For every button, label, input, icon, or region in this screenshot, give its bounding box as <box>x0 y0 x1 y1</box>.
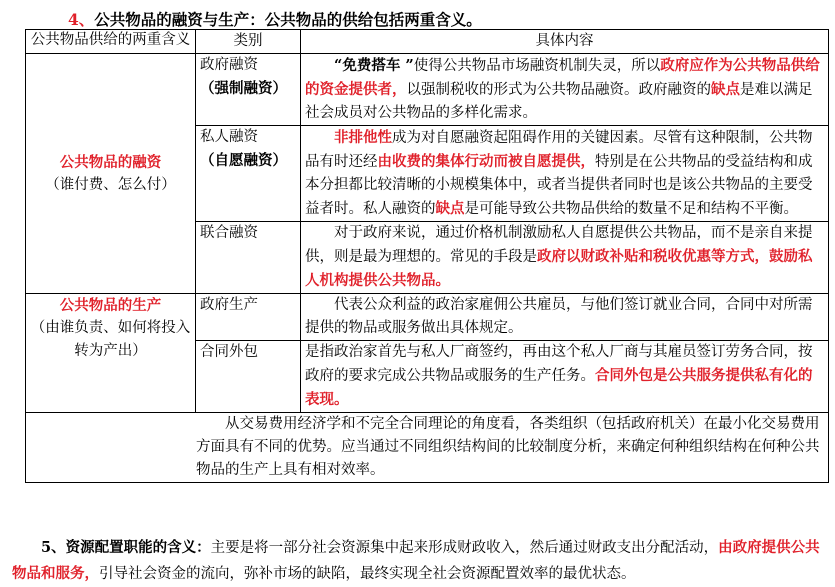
content-cell <box>301 341 829 413</box>
highlight-text: 缺点 <box>711 81 740 98</box>
highlight-text: 非排他性 <box>334 129 392 146</box>
body-text: 是难以满足社会成员对公共物品的多样化需求。 <box>305 82 813 121</box>
production-label: 公共物品的生产 <box>59 297 162 314</box>
body-text: 主要是将一部分社会资源集中起来形成财政收入，然后通过财政支出分配活动， <box>210 540 719 556</box>
content-cell <box>301 126 829 222</box>
production-sublabel: （由谁负责、如何将投入转为产出） <box>30 320 191 359</box>
body-text: 使得公共物品市场融资机制失灵，所以 <box>413 58 661 74</box>
body-text: 特别是在公共物品的受益结构和成本分担都比较清晰的小规模集体中，或者当提供者同时也是该公共物品的主要受益者时。私人融资的 <box>305 154 813 217</box>
category-cell <box>196 341 301 413</box>
section-number: 4、 <box>68 10 95 29</box>
category-cell <box>196 54 301 126</box>
header-category: 类别 <box>196 30 301 54</box>
body-text: 成为对自愿融资起阻碍作用的关键因素。尽管有这种限制，公共物品有时还经 <box>305 130 813 170</box>
content-cell <box>301 54 829 126</box>
body-text: 是可能导致公共物品供给的数量不足和结构不平衡。 <box>464 201 798 217</box>
highlight-text: 政府以财政补贴和税收优惠等方式，鼓励私人机构提供公共物品。 <box>305 248 813 289</box>
highlight-text: 合同外包是公共服务提供私有化的表现。 <box>305 367 813 408</box>
production-cell <box>26 294 196 413</box>
section-heading <box>68 8 482 30</box>
table-header-row <box>26 30 829 54</box>
category-sublabel: （自愿融资） <box>200 152 287 169</box>
header-content: 具体内容 <box>301 30 829 54</box>
body-text: 以强制税收的形式为公共物品融资。政府融资的 <box>406 82 711 98</box>
financing-label: 公共物品的融资 <box>59 153 162 171</box>
body-text: 是指政治家首先与私人厂商签约，再由这个私人厂商与其雇员签订劳务合同，按政府的要求完成公共物品或服务的生产任务。 <box>305 344 813 384</box>
content-cell <box>301 294 829 341</box>
financing-sublabel: （谁付费、怎么付） <box>45 176 176 193</box>
category-label: 政府融资 <box>200 57 258 73</box>
summary-cell: 从交易费用经济学和不完全合同理论的角度看，各类组织（包括政府机关）在最小化交易费用方面具有不同的优势。应当通过不同组织结构间的比较制度分析，来确定何种组织结构在何种公共物品的生产上具有相对效率。 <box>26 413 829 483</box>
table-row <box>26 294 829 341</box>
bold-text: “免费搭车 ” <box>334 57 414 74</box>
header-dual-meaning: 公共物品供给的两重含义 <box>26 30 196 54</box>
financing-cell <box>26 54 196 294</box>
category-label: 合同外包 <box>200 344 258 360</box>
highlight-text: 政府应作为公共物品供给的资金提供者， <box>305 57 820 98</box>
highlight-text: 由收费的集体行动而被自愿提供， <box>377 153 595 170</box>
category-cell <box>196 222 301 294</box>
category-label: 联合融资 <box>200 225 258 241</box>
body-text: 对于政府来说，通过价格机制激励私人自愿提供公共物品，而不是亲自来提供，则是最为理想的。常见的手段是 <box>305 225 813 265</box>
supply-table <box>25 29 829 483</box>
section-title: 公共物品的融资与生产：公共物品的供给包括两重含义。 <box>94 10 482 29</box>
body-text: 引导社会资金的流向，弥补市场的缺陷，最终实现全社会资源配置效率的最优状态。 <box>99 566 636 582</box>
category-label: 政府生产 <box>200 297 258 313</box>
bold-text: 5、资源配置职能的含义： <box>41 539 211 556</box>
summary-row <box>26 413 829 483</box>
category-sublabel: （强制融资） <box>200 80 287 97</box>
table-row <box>26 54 829 126</box>
highlight-text: 缺点 <box>435 200 465 217</box>
body-text: 代表公众利益的政治家雇佣公共雇员，与他们签订就业合同，合同中对所需提供的物品或服务做出具体规定。 <box>305 297 813 336</box>
content-cell <box>301 222 829 294</box>
category-cell <box>196 126 301 222</box>
highlight-text: 由政府提供公共物品和服务， <box>12 539 820 582</box>
category-cell <box>196 294 301 341</box>
resource-allocation-paragraph <box>12 535 828 587</box>
category-label: 私人融资 <box>200 129 258 145</box>
